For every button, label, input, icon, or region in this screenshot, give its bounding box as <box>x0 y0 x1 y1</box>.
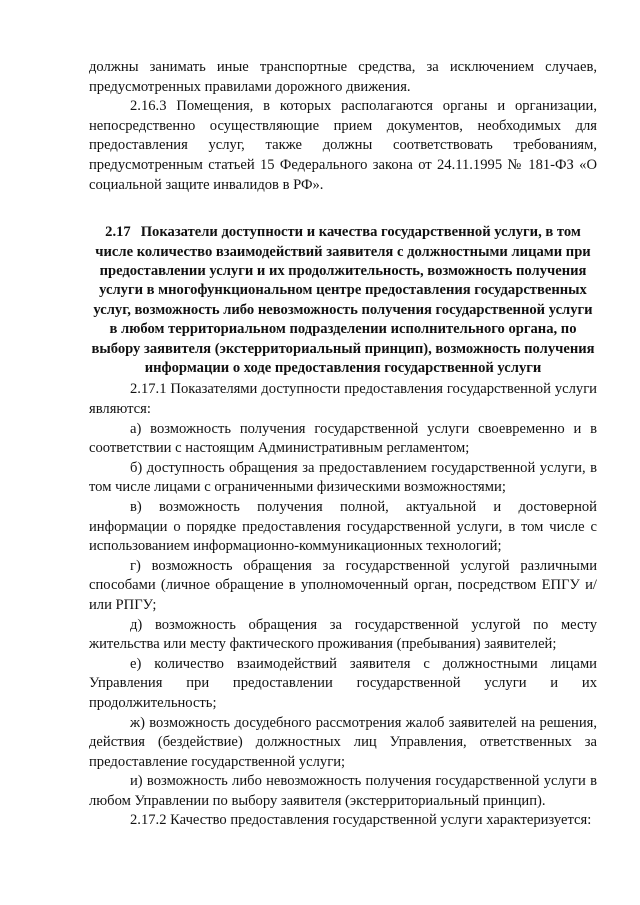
list-item-g: г) возможность обращения за государственной услугой различными способами (личное обращение в уполномоченный орган, посредством ЕПГУ и/или РПГУ; <box>89 557 597 613</box>
list-item-i: и) возможность либо невозможность получения государственной услуги в любом Управлении по выбору заявителя (экстерриториальный принцип). <box>89 773 597 809</box>
list-item-zh: ж) возможность досудебного рассмотрения жалоб заявителей на решения, действия (бездействие) должностных лиц Управления, ответственных за предоставление государственной услуги; <box>89 714 597 770</box>
paragraph-2-17-2: 2.17.2 Качество предоставления государственной услуги характеризуется: <box>130 812 592 829</box>
section-gap <box>89 195 597 223</box>
section-number: 2.17 <box>105 224 131 241</box>
paragraph-continuation: должны занимать иные транспортные средства, за исключением случаев, предусмотренных правилами дорожного движения. <box>89 59 597 95</box>
paragraph-2-16-3: 2.16.3 Помещения, в которых располагаются органы и организации, непосредственно осуществляющие прием документов, необходимых для предоставления услуг, также должны соответствовать требованиям, предусмотренным статьей 15 Федерального закона от 24.11.1995 № 181-ФЗ «О социальной защите инвалидов в РФ». <box>89 98 597 193</box>
list-item-a: а) возможность получения государственной услуги своевременно и в соответствии с настоящим Административным регламентом; <box>89 420 597 457</box>
section-heading-2-17 <box>89 223 597 378</box>
paragraph-2-17-1: 2.17.1 Показателями доступности предоставления государственной услуги являются: <box>89 381 597 417</box>
list-item-v: в) возможность получения полной, актуальной и достоверной информации о порядке предоставления государственной услуги, в том числе с использованием информационно-коммуникационных технологий; <box>89 498 597 555</box>
section-title: Показатели доступности и качества государственной услуги, в том числе количество взаимодействий заявителя с должностными лицами при предоставлении услуги и их продолжительность, возможность получения услуги в многофункциональном центре предоставления государственных услуг, возможность либо невозможность получения государственной услуги в любом территориальном подразделении исполнительного органа, по выбору заявителя (экстерриториальный принцип), возможность получения информации о ходе предоставления государственной услуги <box>91 224 595 376</box>
list-item-b: б) доступность обращения за предоставлением государственной услуги, в том числе лицами с ограниченными физическими возможностями; <box>89 459 597 496</box>
list-item-e: е) количество взаимодействий заявителя с должностными лицами Управления при предоставлении государственной услуги и их продолжительность; <box>89 655 597 711</box>
list-item-d: д) возможность обращения за государственной услугой по месту жительства или месту фактического проживания (пребывания) заявителей; <box>89 616 597 653</box>
